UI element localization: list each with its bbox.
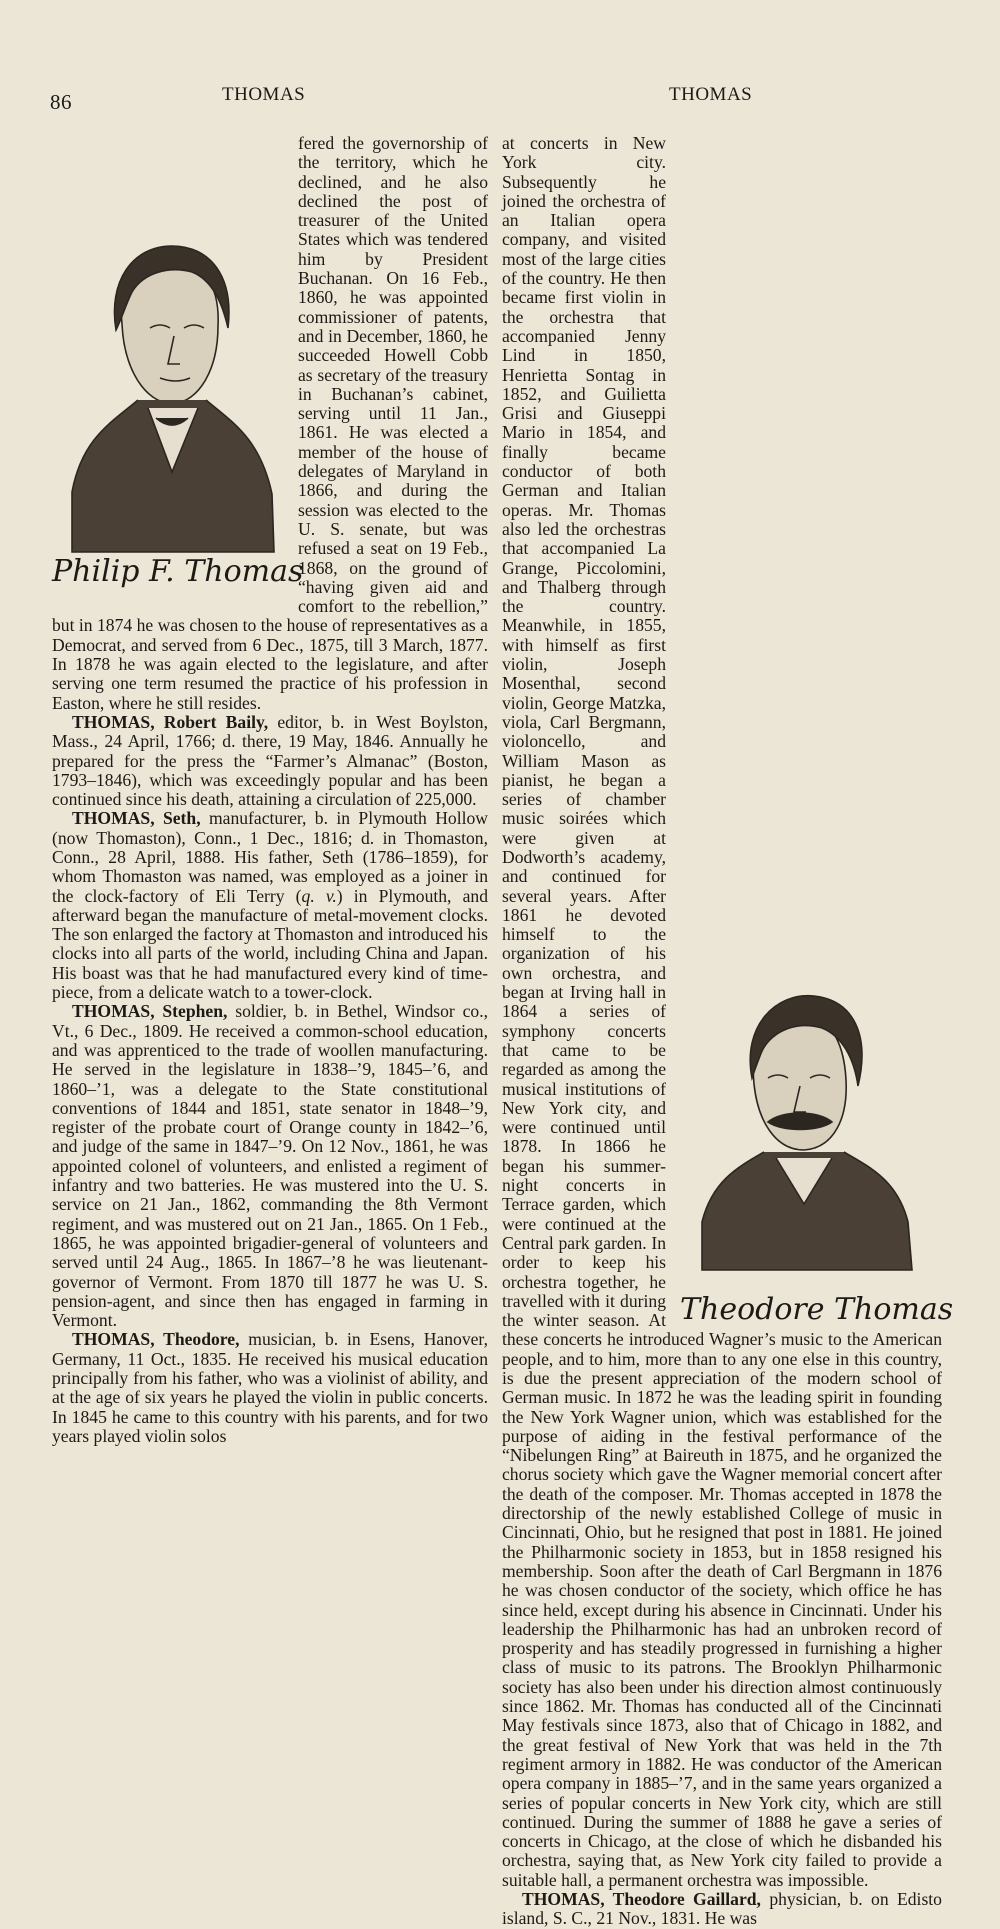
entry-text: soldier, b. in Bethel, Windsor co., Vt., 6 Dec., 1809. He received a common-school education, and was apprenticed to the trade of woollen manufacturing. He served in the legislature in 1838–’9, 1845–’6, and 1860–’1, was a delegate to the State constitutional conventions of 1844 and 1851, state senator in 1848–’9, register of the probate court of Orange county in 1842–’6, and judge of the same in 1847–’9. On 12 Nov., 1861, he was appointed colonel of volunteers, and enlisted a regiment of infantry and two batteries. He was mustered into the U. S. service on 21 Jan., 1862, commanding the 8th Vermont regiment, and was mustered out on 21 Jan., 1865. On 1 Feb., 1865, he was appointed brigadier-general of volunteers and served until 24 Aug., 1865. In 1867–’8 he was lieutenant-governor of Vermont. From 1870 till 1877 he was U. S. pension-agent, and since then has engaged in farming in Vermont.	[52, 1001, 488, 1331]
left-column	[52, 134, 488, 1446]
entry-name: THOMAS, Theodore Gaillard,	[522, 1889, 761, 1910]
entry-theodore-thomas	[52, 1330, 488, 1446]
entry-seth-thomas	[52, 809, 488, 1002]
cross-reference: q. v.	[301, 885, 337, 906]
entry-stephen-thomas	[52, 1002, 488, 1330]
portrait-philip-thomas	[52, 232, 304, 612]
entry-text: editor, b. in West Boylston, Mass., 24 April, 1766; d. there, 19 May, 1846. Annually he prepared for the press the “Farmer’s Almanac” (Boston, 1793–1846), which was exceedingly popular and has been continued since his death, attaining a circulation of 225,000.	[52, 711, 488, 810]
entry-robert-baily-thomas	[52, 713, 488, 809]
signature-philip-thomas: Philip F. Thomas	[52, 554, 304, 589]
right-running-head: THOMAS	[669, 84, 753, 105]
signature-theodore-thomas: Theodore Thomas	[680, 1292, 954, 1327]
entry-continuation: at concerts in New York city. Subsequently he joined the orchestra of an Italian opera company, and visited most of the large cities of the country. He then became first violin in the orchestra that accompanied Jenny Lind in 1850, Henrietta Sontag in 1852, and Guilietta Grisi and Giuseppi Mario in 1854, and finally became conductor of both German and Italian operas. Mr. Thomas also led the orchestras that accompanied La Grange, Piccolomini, and Thalberg through the country. Meanwhile, in 1855, with himself as first violin, Joseph Mosenthal, second violin, George Matzka, viola, Carl Bergmann, violoncello, and William Mason as pianist, he began a series of chamber music soirées which were given at Dodworth’s academy, and continued for several years. After 1861 he devoted himself to the organization of his own orchestra, and began at Irving hall in 1864 a series of symphony concerts that came to be regarded as among the musical institutions of New York city, and were continued until 1878. In 1866 he began his summer-night concerts in Terrace garden, which were continued at the Central park garden. In order to keep his orchestra together, he travelled with it during the winter season. At these concerts he introduced Wagner’s music to the American people, and to him, more than to any one else in this country, is due the present appreciation of the modern school of German music. In 1872 he was the leading spirit in founding the New York Wagner union, which was established for the purpose of aiding in the festival performance of the “Nibelungen Ring” at Baireuth in 1875, and he organized the chorus society which gave the Wagner memorial concert after the death of the composer. Mr. Thomas accepted in 1878 the directorship of the newly established College of music in Cincinnati, Ohio, but he resigned that post in 1881. He joined the Philharmonic society in 1853, but in 1858 resigned his membership. Soon after the death of Carl Bergmann in 1876 he was chosen conductor of the society, which office he has since held, except during his absence in Cincinnati. Under his leadership the Philharmonic has had an unbroken record of prosperity and has steadily progressed in furnishing a higher class of music to its patrons. The Brooklyn Philharmonic society has also been under his direction almost continuously since 1862. Mr. Thomas has conducted all of the Cincinnati May festivals since 1873, also that of Chicago in 1882, and the great festival of New York that was held in the 7th regiment armory in 1882. He was conductor of the American opera company in 1885–’7, and in the same years organized a series of popular concerts in New York city, which are still continued. During the summer of 1888 he gave a series of concerts in Chicago, at the close of which he disbanded his orchestra, saying that, as New York city failed to provide a suitable hall, a permanent orchestra was impossible.	[502, 133, 942, 1890]
entry-name: THOMAS, Theodore,	[72, 1329, 240, 1350]
entry-text: ) in Plymouth, and afterward began the manufacture of metal-movement clocks. The son enlarged the factory at Thomaston and introduced his clocks into all parts of the world, including China and Japan. His boast was that he had manufactured every kind of time-piece, from a delicate watch to a tower-clock.	[52, 885, 488, 1003]
right-column	[502, 134, 942, 1929]
entry-text: manufacturer, b. in Plymouth Hollow (now Thomaston), Conn., 1 Dec., 1816; d. in Thomaston, Conn., 28 April, 1888. His father, Seth (1786–1859), for whom Thomaston was named, was employed as a joiner in the clock-factory of Eli Terry (	[52, 808, 488, 906]
portrait-theodore-thomas	[672, 982, 942, 1330]
entry-text: musician, b. in Esens, Hanover, Germany, 11 Oct., 1835. He received his musical education principally from his father, who was a violinist of ability, and at the age of six years he played the violin in public concerts. In 1845 he came to this country with his parents, and for two years played violin solos	[52, 1329, 488, 1446]
entry-name: THOMAS, Robert Baily,	[72, 711, 269, 732]
portrait-philip-thomas-icon	[52, 232, 288, 554]
entry-name: THOMAS, Seth,	[72, 808, 201, 829]
entry-continuation: fered the governorship of the territory, which he declined, and he also declined the post of treasurer of the United States which was tendered him by President Buchanan. On 16 Feb., 1860, he was appointed commissioner of patents, and in December, 1860, he succeeded Howell Cobb as secretary of the treasury in Buchanan’s cabinet, serving until 11 Jan., 1861. He was elected a member of the house of delegates of Maryland in 1866, and during the session was elected to the U. S. senate, but was refused a seat on 19 Feb., 1868, on the ground of “having given aid and comfort to the rebellion,” but in 1874 he was chosen to the house of representatives as a Democrat, and served from 6 Dec., 1875, till 3 March, 1877. In 1878 he was again elected to the legislature, and after serving one term resumed the practice of his profession in Easton, where he still resides.	[52, 133, 488, 713]
left-running-head: THOMAS	[222, 84, 306, 105]
entry-theodore-gaillard-thomas	[502, 1890, 942, 1929]
entry-name: THOMAS, Stephen,	[72, 1001, 228, 1022]
page-number: 86	[50, 90, 72, 114]
portrait-theodore-thomas-icon	[672, 982, 942, 1272]
entry-text: physician, b. on Edisto island, S. C., 21 Nov., 1831. He was	[502, 1889, 942, 1929]
